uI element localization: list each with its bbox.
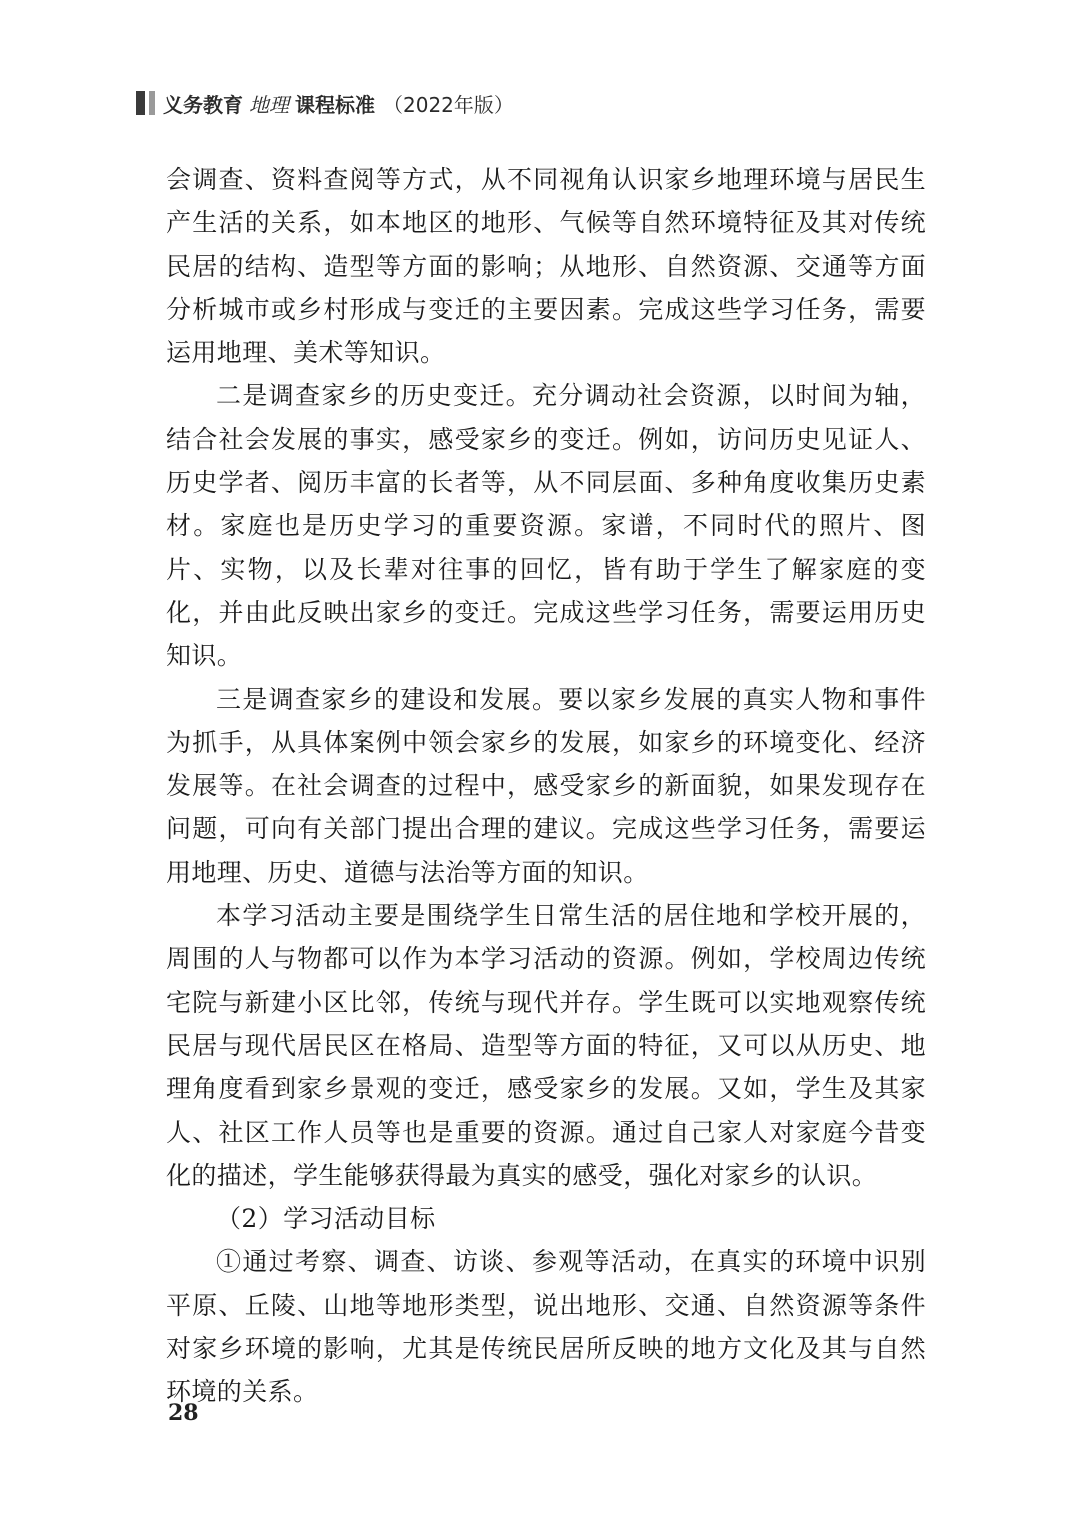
paragraph-continued: 会调查、资料查阅等方式，从不同视角认识家乡地理环境与居民生产生活的关系，如本地区的地形、气候等自然环境特征及其对传统民居的结构、造型等方面的影响；从地形、自然资源、交通等方面分析城市或乡村形成与变迁的主要因素。完成这些学习任务，需要运用地理、美术等知识。 bbox=[166, 165, 926, 368]
header-prefix: 义务教育 bbox=[163, 92, 243, 117]
header-subject: 地理 bbox=[249, 92, 289, 117]
page-number: 28 bbox=[168, 1400, 199, 1426]
header-edition: （2022年版） bbox=[383, 92, 514, 117]
body-text bbox=[166, 158, 926, 1414]
header-suffix: 课程标准 bbox=[295, 92, 375, 117]
running-header bbox=[136, 88, 514, 118]
paragraph-development: 三是调查家乡的建设和发展。要以家乡发展的真实人物和事件为抓手，从具体案例中领会家乡的发展，如家乡的环境变化、经济发展等。在社会调查的过程中，感受家乡的新面貌，如果发现存在问题，可向有关部门提出合理的建议。完成这些学习任务，需要运用地理、历史、道德与法治等方面的知识。 bbox=[166, 684, 926, 887]
paragraph-history: 二是调查家乡的历史变迁。充分调动社会资源，以时间为轴，结合社会发展的事实，感受家乡的变迁。例如，访问历史见证人、历史学者、阅历丰富的长者等，从不同层面、多种角度收集历史素材。家庭也是历史学习的重要资源。家谱，不同时代的照片、图片、实物，以及长辈对往事的回忆，皆有助于学生了解家庭的变化，并由此反映出家乡的变迁。完成这些学习任务，需要运用历史知识。 bbox=[166, 381, 926, 671]
header-bar-mark-icon bbox=[136, 91, 155, 115]
paragraph-resources: 本学习活动主要是围绕学生日常生活的居住地和学校开展的，周围的人与物都可以作为本学习活动的资源。例如，学校周边传统宅院与新建小区比邻，传统与现代并存。学生既可以实地观察传统民居与现代居民区在格局、造型等方面的特征，又可以从历史、地理角度看到家乡景观的变迁，感受家乡的发展。又如，学生及其家人、社区工作人员等也是重要的资源。通过自己家人对家庭今昔变化的描述，学生能够获得最为真实的感受，强化对家乡的认识。 bbox=[166, 901, 926, 1190]
section-heading-goals: （2）学习活动目标 bbox=[216, 1204, 436, 1234]
paragraph-goal-1: ①通过考察、调查、访谈、参观等活动，在真实的环境中识别平原、丘陵、山地等地形类型，说出地形、交通、自然资源等条件对家乡环境的影响，尤其是传统民居所反映的地方文化及其与自然环境的关系。 bbox=[166, 1247, 926, 1407]
